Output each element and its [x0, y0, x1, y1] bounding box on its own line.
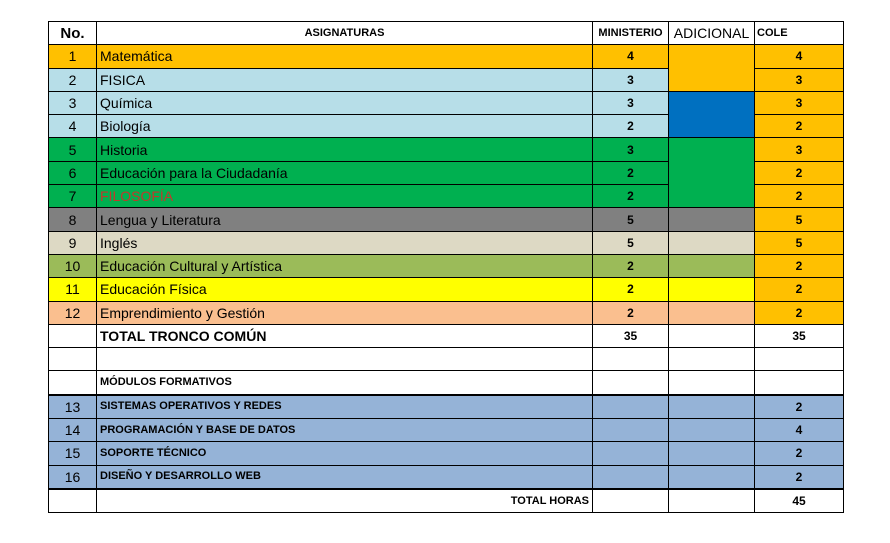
table-row — [49, 278, 844, 301]
row-number: 6 — [49, 161, 97, 184]
table-row — [49, 254, 844, 277]
row-ministry-hours: 5 — [593, 208, 669, 231]
row-ministry-hours: 4 — [593, 45, 669, 68]
row-subject: Educación Cultural y Artística — [97, 254, 593, 277]
table-header-row — [49, 22, 844, 45]
table-row — [49, 419, 844, 442]
modules-title-row — [49, 371, 844, 395]
table-row — [49, 185, 844, 208]
row-additional — [669, 254, 755, 277]
row-additional — [669, 465, 755, 489]
table-row — [49, 91, 844, 114]
total-hours-label: TOTAL HORAS — [97, 489, 593, 513]
table-row — [49, 442, 844, 465]
row-subject: SISTEMAS OPERATIVOS Y REDES — [97, 395, 593, 419]
row-number: 2 — [49, 68, 97, 91]
row-school-hours: 3 — [755, 68, 844, 91]
row-subject: Emprendimiento y Gestión — [97, 301, 593, 324]
header-no: No. — [49, 22, 97, 45]
row-subject: Inglés — [97, 231, 593, 254]
header-ministry: MINISTERIO — [593, 22, 669, 45]
row-ministry-hours — [593, 395, 669, 419]
row-school-hours: 2 — [755, 395, 844, 419]
row-ministry-hours: 2 — [593, 115, 669, 138]
table-row — [49, 395, 844, 419]
row-additional — [669, 185, 755, 208]
table-row — [49, 301, 844, 324]
table-row — [49, 161, 844, 184]
row-subject: FILOSOFÍA — [97, 185, 593, 208]
row-number: 11 — [49, 278, 97, 301]
row-additional — [669, 278, 755, 301]
total-common-additional — [669, 324, 755, 347]
row-additional — [669, 419, 755, 442]
row-ministry-hours: 2 — [593, 185, 669, 208]
table-row — [49, 115, 844, 138]
row-number: 7 — [49, 185, 97, 208]
row-ministry-hours: 3 — [593, 138, 669, 161]
modules-title: MÓDULOS FORMATIVOS — [97, 371, 593, 395]
total-hours-row — [49, 489, 844, 513]
total-common-ministry: 35 — [593, 324, 669, 347]
row-ministry-hours — [593, 442, 669, 465]
row-school-hours: 4 — [755, 45, 844, 68]
row-school-hours: 2 — [755, 465, 844, 489]
row-ministry-hours: 3 — [593, 91, 669, 114]
row-subject: FISICA — [97, 68, 593, 91]
table-row — [49, 68, 844, 91]
row-additional — [669, 395, 755, 419]
row-subject: Educación Física — [97, 278, 593, 301]
row-number: 1 — [49, 45, 97, 68]
row-additional — [669, 231, 755, 254]
row-school-hours: 4 — [755, 419, 844, 442]
row-additional — [669, 161, 755, 184]
header-additional: ADICIONAL — [669, 22, 755, 45]
row-additional — [669, 208, 755, 231]
header-subjects: ASIGNATURAS — [97, 22, 593, 45]
row-additional — [669, 115, 755, 138]
row-school-hours: 2 — [755, 442, 844, 465]
row-additional — [669, 45, 755, 68]
row-ministry-hours: 2 — [593, 301, 669, 324]
row-number: 14 — [49, 419, 97, 442]
row-number: 4 — [49, 115, 97, 138]
table-row — [49, 138, 844, 161]
row-number: 5 — [49, 138, 97, 161]
row-ministry-hours: 2 — [593, 161, 669, 184]
row-school-hours: 3 — [755, 138, 844, 161]
row-additional — [669, 68, 755, 91]
row-school-hours: 2 — [755, 115, 844, 138]
table-row — [49, 45, 844, 68]
row-number: 3 — [49, 91, 97, 114]
total-common-school: 35 — [755, 324, 844, 347]
row-school-hours: 5 — [755, 208, 844, 231]
row-subject: SOPORTE TÉCNICO — [97, 442, 593, 465]
total-hours-school: 45 — [755, 489, 844, 513]
header-school: COLE — [755, 22, 844, 45]
row-subject: DISEÑO Y DESARROLLO WEB — [97, 465, 593, 489]
row-subject: Matemática — [97, 45, 593, 68]
row-school-hours: 2 — [755, 161, 844, 184]
row-number: 16 — [49, 465, 97, 489]
total-common-row — [49, 324, 844, 347]
row-subject: Historia — [97, 138, 593, 161]
row-school-hours: 2 — [755, 185, 844, 208]
row-school-hours: 3 — [755, 91, 844, 114]
row-ministry-hours: 2 — [593, 278, 669, 301]
row-ministry-hours — [593, 419, 669, 442]
row-number: 10 — [49, 254, 97, 277]
row-school-hours: 2 — [755, 301, 844, 324]
table-row — [49, 231, 844, 254]
row-number: 13 — [49, 395, 97, 419]
row-number: 9 — [49, 231, 97, 254]
row-ministry-hours: 5 — [593, 231, 669, 254]
row-ministry-hours — [593, 465, 669, 489]
row-subject: Química — [97, 91, 593, 114]
row-number: 12 — [49, 301, 97, 324]
row-number: 15 — [49, 442, 97, 465]
row-number: 8 — [49, 208, 97, 231]
row-additional — [669, 138, 755, 161]
row-school-hours: 2 — [755, 278, 844, 301]
row-additional — [669, 301, 755, 324]
row-ministry-hours: 2 — [593, 254, 669, 277]
row-additional — [669, 442, 755, 465]
subjects-table — [48, 21, 844, 513]
row-additional — [669, 91, 755, 114]
row-school-hours: 2 — [755, 254, 844, 277]
row-subject: Biología — [97, 115, 593, 138]
row-subject: PROGRAMACIÓN Y BASE DE DATOS — [97, 419, 593, 442]
total-common-no — [49, 324, 97, 347]
row-subject: Lengua y Literatura — [97, 208, 593, 231]
row-ministry-hours: 3 — [593, 68, 669, 91]
empty-row — [49, 348, 844, 371]
table-row — [49, 208, 844, 231]
row-subject: Educación para la Ciudadanía — [97, 161, 593, 184]
table-row — [49, 465, 844, 489]
row-school-hours: 5 — [755, 231, 844, 254]
total-common-label: TOTAL TRONCO COMÚN — [97, 324, 593, 347]
